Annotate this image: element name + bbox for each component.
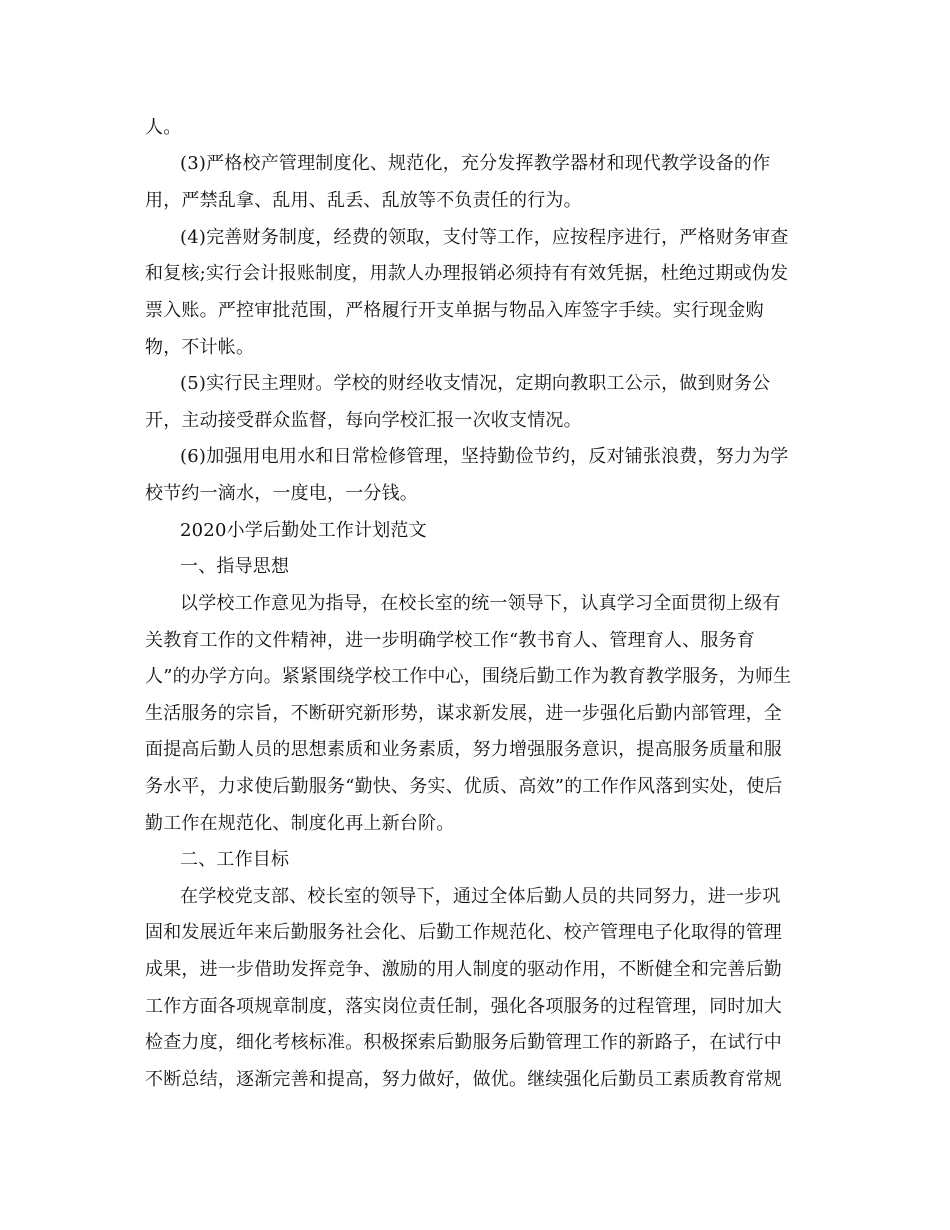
text-line: 开，主动接受群众监督，每向学校汇报一次收支情况。 (145, 410, 582, 431)
text-line: 生活服务的宗旨，不断研究新形势，谋求新发展，进一步强化后勤内部管理，全 (145, 703, 782, 724)
section-heading: 一、指导思想 (180, 556, 290, 577)
text-line: 面提高后勤人员的思想素质和业务素质，努力增强服务意识，提高服务质量和服 (145, 739, 782, 760)
text-line: 关教育工作的文件精神，进一步明确学校工作“教书育人、管理育人、服务育 (145, 630, 755, 651)
text-line: 检查力度，细化考核标准。积极探索后勤服务后勤管理工作的新路子，在试行中 (145, 1032, 782, 1053)
text-line: 物，不计帐。 (145, 337, 255, 358)
text-line: 固和发展近年来后勤服务社会化、后勤工作规范化、校产管理电子化取得的管理 (145, 922, 782, 943)
text-line: 成果，进一步借助发挥竞争、激励的用人制度的驱动作用，不断健全和完善后勤 (145, 959, 782, 980)
text-line: (3)严格校产管理制度化、规范化，充分发挥教学器材和现代教学设备的作 (180, 153, 771, 174)
text-line: (5)实行民主理财。学校的财经收支情况，定期向教职工公示，做到财务公 (180, 373, 771, 394)
section-heading: 二、工作目标 (180, 849, 290, 870)
text-line: 务水平，力求使后勤服务“勤快、务实、优质、高效”的工作作风落到实处，使后 (145, 776, 783, 797)
text-line: 以学校工作意见为指导，在校长室的统一领导下，认真学习全面贯彻上级有 (180, 593, 781, 614)
text-line: 校节约一滴水，一度电，一分钱。 (145, 483, 418, 504)
text-line: 勤工作在规范化、制度化再上新台阶。 (145, 813, 455, 834)
text-line: 和复核;实行会计报账制度，用款人办理报销必须持有有效凭据，杜绝过期或伪发 (145, 263, 789, 284)
text-line: 用，严禁乱拿、乱用、乱丢、乱放等不负责任的行为。 (145, 190, 582, 211)
text-line: 工作方面各项规章制度，落实岗位责任制，强化各项服务的过程管理，同时加大 (145, 996, 782, 1017)
text-line: 人。 (145, 117, 182, 138)
section-title: 2020小学后勤处工作计划范文 (180, 520, 427, 541)
text-line: 票入账。严控审批范围，严格履行开支单据与物品入库签字手续。实行现金购 (145, 300, 764, 321)
text-line: (6)加强用电用水和日常检修管理，坚持勤俭节约，反对铺张浪费，努力为学 (180, 446, 789, 467)
text-line: 人”的办学方向。紧紧围绕学校工作中心，围绕后勤工作为教育教学服务，为师生 (145, 666, 792, 687)
text-line: (4)完善财务制度，经费的领取，支付等工作，应按程序进行，严格财务审查 (180, 227, 789, 248)
text-line: 在学校党支部、校长室的领导下，通过全体后勤人员的共同努力，进一步巩 (180, 886, 781, 907)
text-line: 不断总结，逐渐完善和提高，努力做好，做优。继续强化后勤员工素质教育常规 (145, 1069, 782, 1090)
